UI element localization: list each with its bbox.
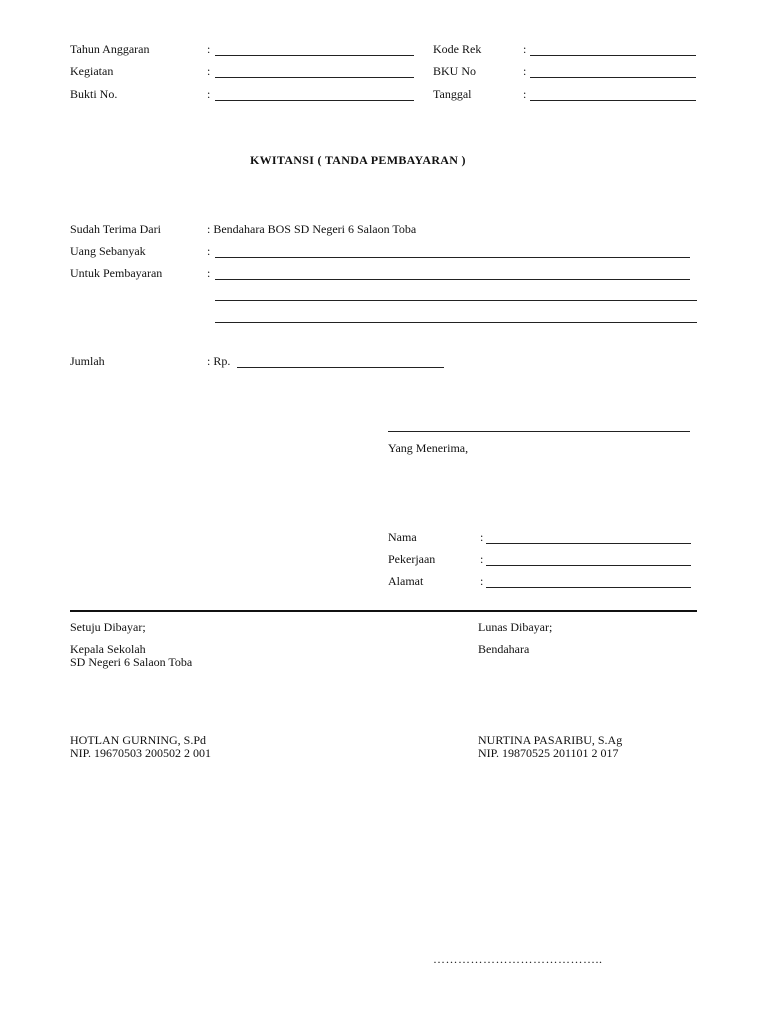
alamat-field[interactable] <box>486 587 691 588</box>
bukti-no-colon: : <box>207 87 211 101</box>
recipient-signature-line[interactable] <box>388 431 690 432</box>
untuk-pembayaran-field-3[interactable] <box>215 322 697 323</box>
bku-no-field[interactable] <box>530 77 696 78</box>
bku-no-colon: : <box>523 64 527 78</box>
setuju-dibayar-heading: Setuju Dibayar; <box>70 620 146 634</box>
untuk-pembayaran-colon: : <box>207 266 211 280</box>
jumlah-prefix: : Rp. <box>207 354 231 368</box>
lunas-dibayar-heading: Lunas Dibayar; <box>478 620 553 634</box>
tahun-anggaran-field[interactable] <box>215 55 414 56</box>
bendahara-nip: NIP. 19870525 201101 2 017 <box>478 746 619 760</box>
bku-no-label: BKU No <box>433 64 477 78</box>
uang-sebanyak-colon: : <box>207 244 211 258</box>
pekerjaan-colon: : <box>480 552 484 566</box>
kegiatan-colon: : <box>207 64 211 78</box>
alamat-colon: : <box>480 574 484 588</box>
kode-rek-label: Kode Rek <box>433 42 482 56</box>
tahun-anggaran-label: Tahun Anggaran <box>70 42 150 56</box>
kepala-sekolah-role: Kepala Sekolah <box>70 642 146 656</box>
uang-sebanyak-label: Uang Sebanyak <box>70 244 146 258</box>
alamat-label: Alamat <box>388 574 424 588</box>
jumlah-label: Jumlah <box>70 354 105 368</box>
untuk-pembayaran-field-2[interactable] <box>215 300 697 301</box>
untuk-pembayaran-field-1[interactable] <box>215 279 690 280</box>
bendahara-name: NURTINA PASARIBU, S.Ag <box>478 733 623 747</box>
tanggal-colon: : <box>523 87 527 101</box>
uang-sebanyak-field[interactable] <box>215 257 690 258</box>
kepala-sekolah-name: HOTLAN GURNING, S.Pd <box>70 733 207 747</box>
section-divider <box>70 610 697 612</box>
kegiatan-label: Kegiatan <box>70 64 114 78</box>
bendahara-role: Bendahara <box>478 642 530 656</box>
nama-field[interactable] <box>486 543 691 544</box>
untuk-pembayaran-label: Untuk Pembayaran <box>70 266 163 280</box>
kode-rek-field[interactable] <box>530 55 696 56</box>
nama-colon: : <box>480 530 484 544</box>
bukti-no-field[interactable] <box>215 100 414 101</box>
pekerjaan-label: Pekerjaan <box>388 552 436 566</box>
sudah-terima-dari-value: : Bendahara BOS SD Negeri 6 Salaon Toba <box>207 222 417 236</box>
tanggal-label: Tanggal <box>433 87 472 101</box>
pekerjaan-field[interactable] <box>486 565 691 566</box>
tahun-anggaran-colon: : <box>207 42 211 56</box>
yang-menerima-caption: Yang Menerima, <box>388 441 469 455</box>
school-name: SD Negeri 6 Salaon Toba <box>70 655 193 669</box>
bukti-no-label: Bukti No. <box>70 87 118 101</box>
kode-rek-colon: : <box>523 42 527 56</box>
document-title: KWITANSI ( TANDA PEMBAYARAN ) <box>250 153 466 167</box>
nama-label: Nama <box>388 530 417 544</box>
footer-dotted-line: ………………………………….. <box>433 952 603 966</box>
jumlah-field[interactable] <box>237 367 444 368</box>
kegiatan-field[interactable] <box>215 77 414 78</box>
kepala-sekolah-nip: NIP. 19670503 200502 2 001 <box>70 746 212 760</box>
tanggal-field[interactable] <box>530 100 696 101</box>
sudah-terima-dari-label: Sudah Terima Dari <box>70 222 161 236</box>
